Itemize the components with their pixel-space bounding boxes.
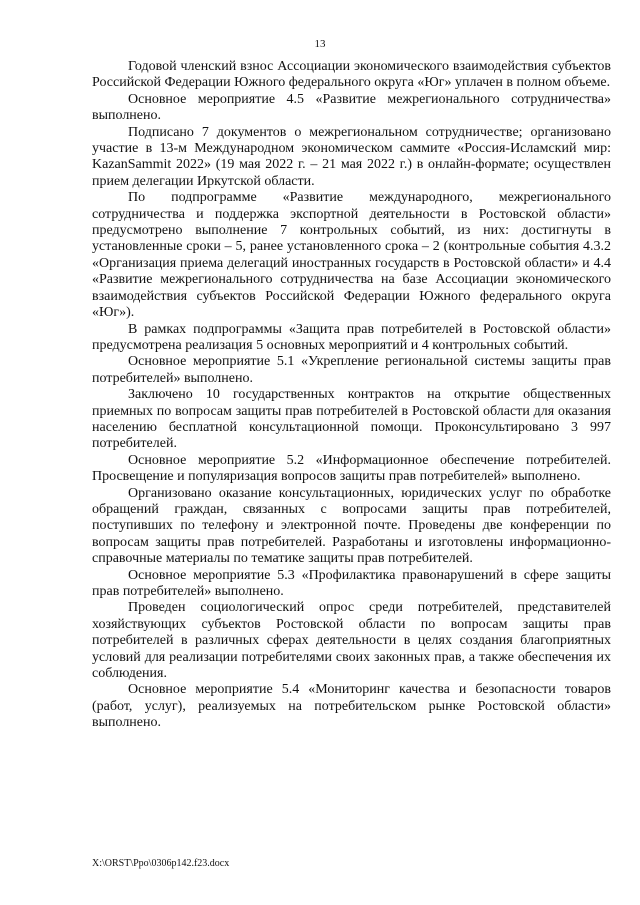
document-body <box>92 59 611 732</box>
paragraph: Основное мероприятие 5.1 «Укрепление региональной системы защиты прав потребителей» выполнено. <box>92 354 611 386</box>
paragraph: Основное мероприятие 5.3 «Профилактика правонарушений в сфере защиты прав потребителей» выполнено. <box>92 567 611 599</box>
paragraph: Проведен социологический опрос среди потребителей, представителей хозяйствующих субъектов Ростовской области по вопросам защиты прав потребителей в различных сферах деятельности в целях создания благоприятных условий для реализации потребителями своих законных прав, а также обеспечения их соблюдения. <box>92 600 611 682</box>
paragraph: Организовано оказание консультационных, юридических услуг по обработке обращений граждан, связанных с вопросами защиты прав потребителей, поступивших по телефону и электронной почте. Проведены две конференции по вопросам защиты прав потребителей. Разработаны и изготовлены информационно-справочные материалы по тематике защиты прав потребителей. <box>92 485 611 567</box>
paragraph: В рамках подпрограммы «Защита прав потребителей в Ростовской области» предусмотрена реализация 5 основных мероприятий и 4 контрольных событий. <box>92 321 611 353</box>
paragraph: Основное мероприятие 5.2 «Информационное обеспечение потребителей. Просвещение и популяризация вопросов защиты прав потребителей» выполнено. <box>92 452 611 485</box>
paragraph: По подпрограмме «Развитие международного, межрегионального сотрудничества и поддержка экспортной деятельности в Ростовской области» предусмотрено выполнение 7 контрольных событий, из них: достигнуты в установленные сроки – 5, ранее установленного срока – 2 (контрольные события 4.3.2 «Организация приема делегаций иностранных государств в Ростовской области» и 4.4 «Развитие межрегионального сотрудничества на базе Ассоциации экономического взаимодействия субъектов Российской Федерации Южного федерального округа «Юг»). <box>92 190 611 321</box>
footer-file-path: X:\ORST\Ppo\0306p142.f23.docx <box>92 858 230 869</box>
paragraph: Годовой членский взнос Ассоциации экономического взаимодействия субъектов Российской Федерации Южного федерального округа «Юг» уплачен в полном объеме. <box>92 59 611 91</box>
paragraph: Основное мероприятие 4.5 «Развитие межрегионального сотрудничества» выполнено. <box>92 91 611 124</box>
page-number: 13 <box>314 38 326 50</box>
paragraph: Подписано 7 документов о межрегиональном сотрудничестве; организовано участие в 13-м Международном экономическом саммите «Россия-Исламский мир: KazanSammit 2022» (19 мая 2022 г. – 21 мая 2022 г.) в онлайн-формате; осуществлен прием делегации Иркутской области. <box>92 124 611 189</box>
paragraph: Основное мероприятие 5.4 «Мониторинг качества и безопасности товаров (работ, услуг), реализуемых на потребительском рынке Ростовской области» выполнено. <box>92 682 611 731</box>
paragraph: Заключено 10 государственных контрактов на открытие общественных приемных по вопросам защиты прав потребителей в Ростовской области для оказания населению бесплатной консультационной помощи. Проконсультировано 3 997 потребителей. <box>92 387 611 452</box>
